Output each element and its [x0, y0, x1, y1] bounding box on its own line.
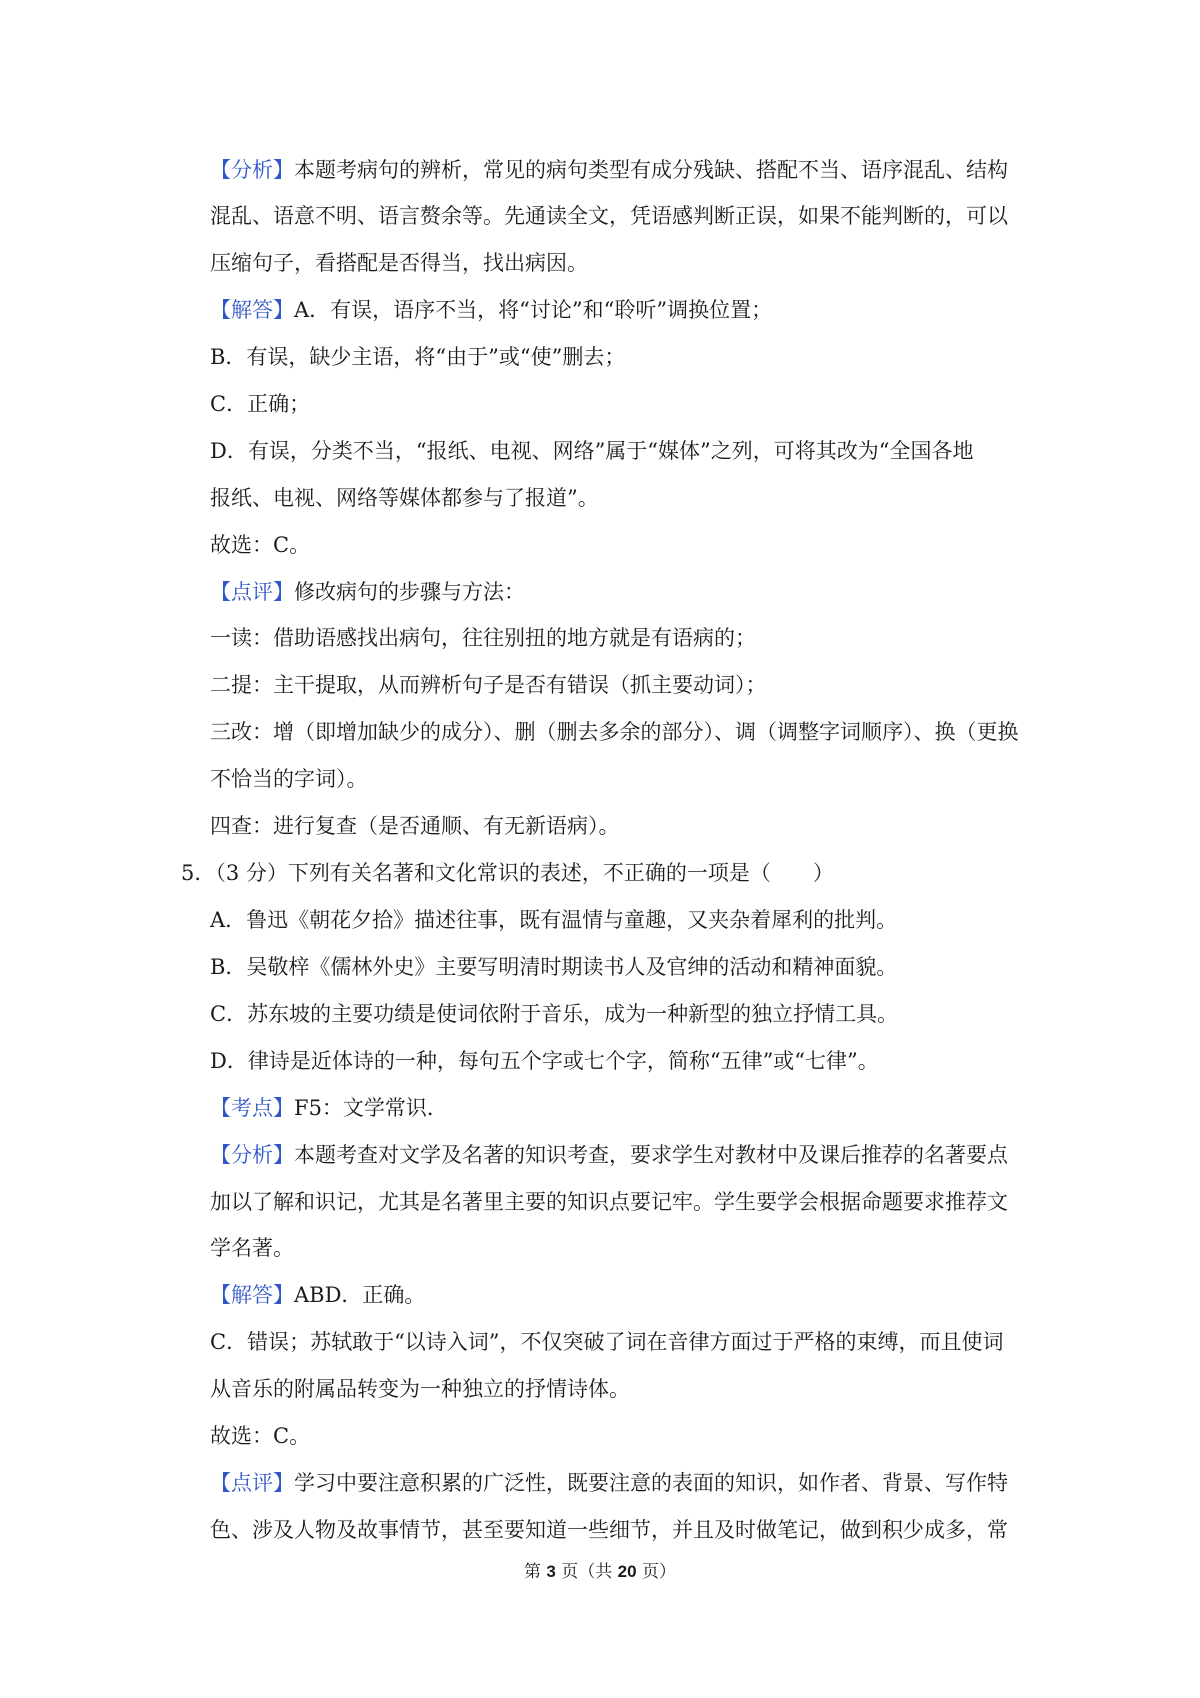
answer-line: D．有误，分类不当，“报纸、电视、网络”属于“媒体”之列，可将其改为“全国各地: [210, 439, 974, 463]
comment-line: 二提：主干提取，从而辨析句子是否有错误（抓主要动词）；: [210, 673, 767, 697]
comment-line: 一读：借助语感找出病句，往往别扭的地方就是有语病的；: [210, 626, 756, 650]
page-footer: 第 3 页（共 20 页）: [523, 1562, 676, 1582]
option-b: B．吴敬梓《儒林外史》主要写明清时期读书人及官绅的活动和精神面貌。: [210, 955, 898, 979]
comment-tag: 【点评】: [210, 580, 294, 604]
answer-line: 故选：C。: [210, 1424, 311, 1448]
answer-line: 从音乐的附属品转变为一种独立的抒情诗体。: [210, 1377, 630, 1401]
analysis-line: 【分析】本题考病句的辨析，常见的病句类型有成分残缺、搭配不当、语序混乱、结构: [210, 158, 1008, 182]
point-tag: 【考点】: [210, 1096, 294, 1120]
comment-line: 三改：增（即增加缺少的成分）、删（删去多余的部分）、调（调整字词顺序）、换（更换: [210, 720, 1019, 744]
answer-tag: 【解答】: [210, 298, 294, 322]
answer-line: 故选：C。: [210, 533, 311, 557]
comment-line: 色、涉及人物及故事情节，甚至要知道一些细节，并且及时做笔记，做到积少成多，常: [210, 1518, 1008, 1542]
comment-line: 不恰当的字词）。: [210, 767, 368, 791]
comment-line: 【点评】学习中要注意积累的广泛性，既要注意的表面的知识，如作者、背景、写作特: [210, 1471, 1008, 1495]
analysis-tag: 【分析】: [210, 158, 294, 182]
answer-line: C．正确；: [210, 392, 311, 416]
comment-line: 【点评】修改病句的步骤与方法：: [210, 580, 525, 604]
answer-line: B．有误，缺少主语，将“由于”或“使”删去；: [210, 345, 626, 369]
analysis-line: 【分析】本题考查对文学及名著的知识考查，要求学生对教材中及课后推荐的名著要点: [210, 1143, 1008, 1167]
question-stem: 5．（3 分）下列有关名著和文化常识的表述，不正确的一项是（ ）: [181, 861, 834, 885]
option-d: D．律诗是近体诗的一种，每句五个字或七个字，简称“五律”或“七律”。: [210, 1049, 879, 1073]
answer-line: C．错误；苏轼敢于“以诗入词”，不仅突破了词在音律方面过于严格的束缚，而且使词: [210, 1330, 1004, 1354]
comment-line: 四查：进行复查（是否通顺、有无新语病）。: [210, 814, 620, 838]
answer-line: 报纸、电视、网络等媒体都参与了报道”。: [210, 486, 599, 510]
comment-tag: 【点评】: [210, 1471, 294, 1495]
page-total: 20: [617, 1562, 637, 1581]
analysis-line: 压缩句子，看搭配是否得当，找出病因。: [210, 251, 588, 275]
answer-tag: 【解答】: [210, 1283, 294, 1307]
analysis-line: 混乱、语意不明、语言赘余等。先通读全文，凭语感判断正误，如果不能判断的，可以: [210, 204, 1008, 228]
point-line: 【考点】F5：文学常识．: [210, 1096, 448, 1120]
option-c: C．苏东坡的主要功绩是使词依附于音乐，成为一种新型的独立抒情工具。: [210, 1002, 899, 1026]
answer-line: 【解答】A．有误，语序不当，将“讨论”和“聆听”调换位置；: [210, 298, 773, 322]
analysis-line: 学名著。: [210, 1236, 294, 1260]
answer-line: 【解答】ABD．正确。: [210, 1283, 426, 1307]
analysis-line: 加以了解和识记，尤其是名著里主要的知识点要记牢。学生要学会根据命题要求推荐文: [210, 1190, 1008, 1214]
analysis-tag: 【分析】: [210, 1143, 294, 1167]
option-a: A．鲁迅《朝花夕拾》描述往事，既有温情与童趣，又夹杂着犀利的批判。: [210, 908, 898, 932]
page-number: 3: [546, 1562, 556, 1581]
